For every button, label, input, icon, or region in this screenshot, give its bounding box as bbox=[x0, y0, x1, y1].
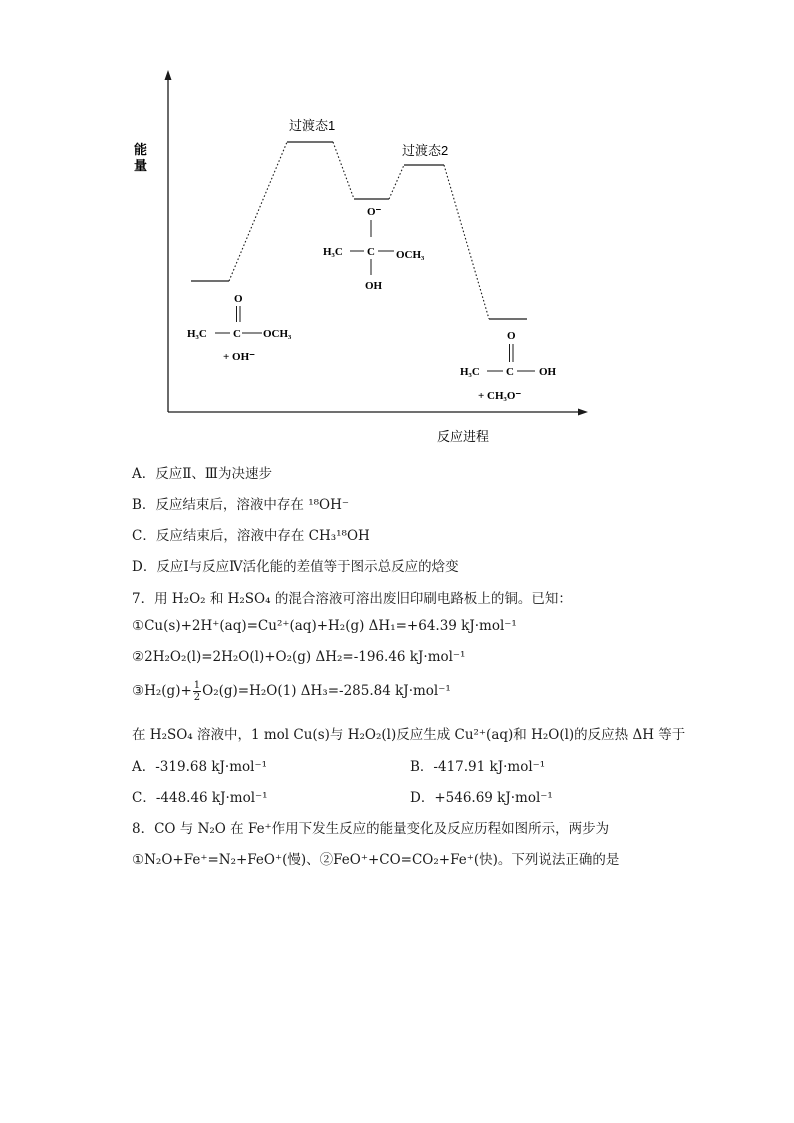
q7-option-d[interactable]: D．+546.69 kJ·mol⁻¹ bbox=[410, 790, 553, 806]
q6-option-b[interactable]: B．反应结束后，溶液中存在 ¹⁸OH⁻ bbox=[132, 497, 350, 513]
energy-profile-diagram bbox=[0, 0, 794, 460]
ts2-label: 过渡态2 bbox=[402, 143, 449, 158]
q6-option-d[interactable]: D．反应Ⅰ与反应Ⅳ活化能的差值等于图示总反应的焓变 bbox=[132, 559, 459, 575]
intermediate-left: H₃C bbox=[323, 246, 343, 258]
product-extra: + CH₃O⁻ bbox=[478, 390, 522, 402]
intermediate-o: O⁻ bbox=[367, 206, 382, 218]
reactant-right: OCH₃ bbox=[263, 328, 292, 340]
q7-option-c[interactable]: C．-448.46 kJ·mol⁻¹ bbox=[132, 790, 268, 806]
one-half-fraction: $\frac{1}{2}$ bbox=[193, 680, 201, 703]
intermediate-bottom: OH bbox=[365, 280, 383, 292]
q8-steps: ①N₂O+Fe⁺=N₂+FeO⁺(慢)、②FeO⁺+CO=CO₂+Fe⁺(快)。下列说法正确的是 bbox=[132, 852, 620, 868]
reaction-path-connectors bbox=[229, 142, 489, 319]
reactant-o: O bbox=[234, 293, 243, 305]
x-axis-arrow bbox=[578, 409, 588, 416]
q6-option-c[interactable]: C．反应结束后，溶液中存在 CH₃¹⁸OH bbox=[132, 528, 370, 544]
y-axis-arrow bbox=[165, 70, 172, 80]
reactant-left: H₃C bbox=[187, 328, 207, 340]
y-axis-label-1: 能 bbox=[134, 142, 148, 157]
y-axis-label-2: 量 bbox=[134, 158, 148, 173]
q7-stem: 7．用 H₂O₂ 和 H₂SO₄ 的混合溶液可溶出废旧印刷电路板上的铜。已知： bbox=[132, 591, 572, 607]
axes bbox=[165, 70, 589, 416]
q7-option-a[interactable]: A．-319.68 kJ·mol⁻¹ bbox=[132, 759, 268, 775]
reactant-extra: + OH⁻ bbox=[223, 351, 255, 363]
product-o: O bbox=[507, 330, 516, 342]
q6-option-a[interactable]: A．反应Ⅱ、Ⅲ为决速步 bbox=[132, 466, 272, 482]
q7-option-b[interactable]: B．-417.91 kJ·mol⁻¹ bbox=[410, 759, 546, 775]
reactant-structure bbox=[187, 293, 292, 363]
product-structure bbox=[460, 330, 557, 402]
q7-eq3-right: O₂(g)=H₂O(1) ΔH₃=-285.84 kJ·mol⁻¹ bbox=[202, 683, 451, 699]
product-left: H₃C bbox=[460, 366, 480, 378]
q7-question: 在 H₂SO₄ 溶液中，1 mol Cu(s)与 H₂O₂(l)反应生成 Cu²⁺(aq)和 H₂O(l)的反应热 ΔH 等于 bbox=[132, 727, 686, 743]
svg-text:C: C bbox=[233, 328, 241, 340]
intermediate-right: OCH₃ bbox=[396, 249, 425, 261]
q8-stem: 8．CO 与 N₂O 在 Fe⁺作用下发生反应的能量变化及反应历程如图所示，两步为 bbox=[132, 821, 610, 837]
product-right: OH bbox=[539, 366, 557, 378]
ts1-label: 过渡态1 bbox=[289, 118, 336, 133]
q7-eq3 bbox=[132, 680, 451, 703]
svg-text:C: C bbox=[506, 366, 514, 378]
x-axis-label: 反应进程 bbox=[437, 429, 490, 444]
q7-eq3-left: ③H₂(g)+ bbox=[132, 683, 192, 699]
intermediate-structure bbox=[323, 206, 425, 292]
svg-text:C: C bbox=[367, 246, 375, 258]
q7-eq1: ①Cu(s)+2H⁺(aq)=Cu²⁺(aq)+H₂(g) ΔH₁=+64.39 kJ·mol⁻¹ bbox=[132, 618, 517, 634]
q7-eq2: ②2H₂O₂(l)=2H₂O(l)+O₂(g) ΔH₂=-196.46 kJ·mol⁻¹ bbox=[132, 649, 466, 665]
